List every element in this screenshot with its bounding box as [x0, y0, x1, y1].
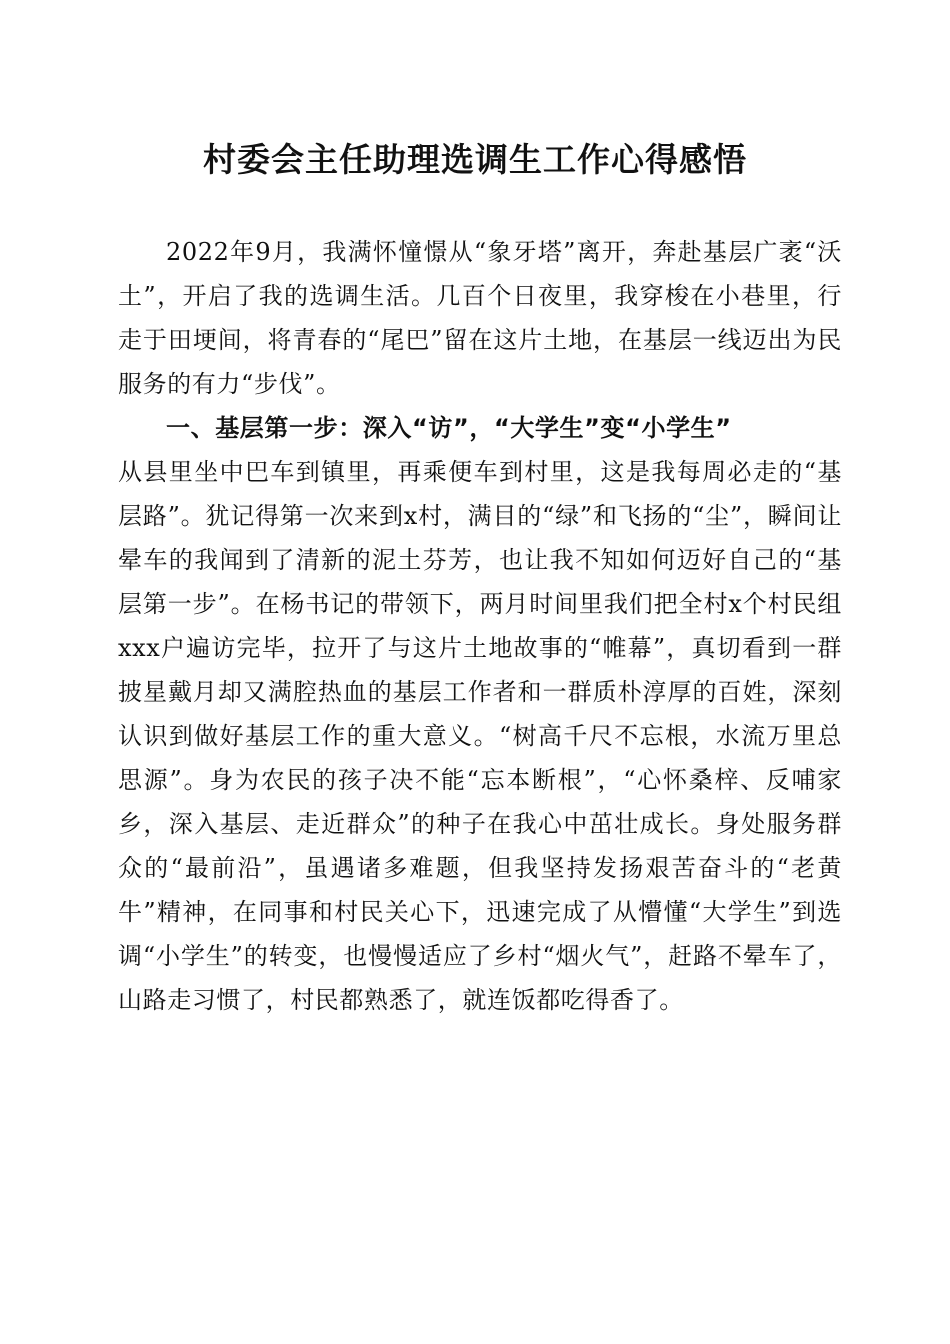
intro-paragraph: 2022年9月，我满怀憧憬从“象牙塔”离开，奔赴基层广袤“沃土”，开启了我的选调生活。几百个日夜里，我穿梭在小巷里，行走于田埂间，将青春的“尾巴”留在这片土地，在基层一线迈出为民服务的有力“步伐”。 [118, 238, 842, 398]
document-body [118, 230, 842, 1022]
document-title: 村委会主任助理选调生工作心得感悟 [203, 140, 747, 179]
section-body-paragraph: 从县里坐中巴车到镇里，再乘便车到村里，这是我每周必走的“基层路”。犹记得第一次来到x村，满目的“绿”和飞扬的“尘”，瞬间让晕车的我闻到了清新的泥土芬芳，也让我不知如何迈好自己的“基层第一步”。在杨书记的带领下，两月时间里我们把全村x个村民组xxx户遍访完毕，拉开了与这片土地故事的“帷幕”，真切看到一群披星戴月却又满腔热血的基层工作者和一群质朴淳厚的百姓，深刻认识到做好基层工作的重大意义。“树高千尺不忘根，水流万里总思源”。身为农民的孩子决不能“忘本断根”，“心怀桑梓、反哺家乡，深入基层、走近群众”的种子在我心中茁壮成长。身处服务群众的“最前沿”，虽遇诸多难题，但我坚持发扬艰苦奋斗的“老黄牛”精神，在同事和村民关心下，迅速完成了从懵懂“大学生”到选调“小学生”的转变，也慢慢适应了乡村“烟火气”，赶路不晕车了，山路走习惯了，村民都熟悉了，就连饭都吃得香了。 [118, 458, 842, 1014]
section-heading: 一、基层第一步：深入“访”，“大学生”变“小学生” [166, 414, 732, 442]
